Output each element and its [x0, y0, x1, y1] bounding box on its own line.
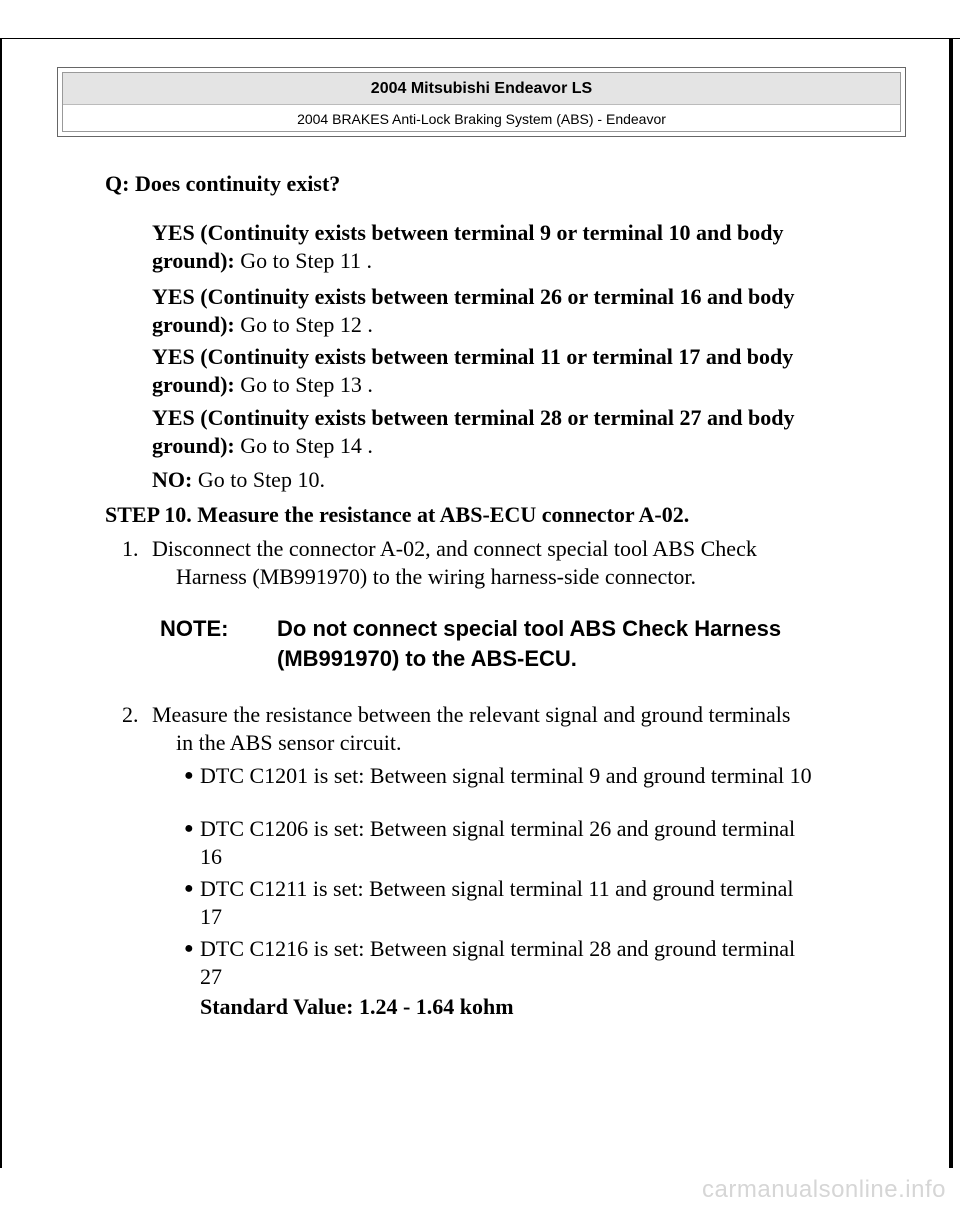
bullet-icon: ● [184, 820, 194, 837]
page-border-top [0, 38, 960, 39]
step-2-number: 2. [122, 702, 139, 727]
dtc-item-1-line1: DTC C1201 is set: Between signal terminal 9 and ground terminal 10 [200, 763, 812, 788]
no-answer-label: NO: [152, 467, 193, 492]
answer-2-line2 [152, 311, 373, 339]
answer-3-condition-line1: YES (Continuity exists between terminal 11 or terminal 17 and body [152, 344, 794, 369]
question-text: Q: Does continuity exist? [105, 171, 341, 196]
answer-2-condition-line2: ground): [152, 312, 235, 337]
answer-1-action: Go to Step 11 . [234, 248, 373, 273]
standard-value: Standard Value: 1.24 - 1.64 kohm [200, 994, 514, 1019]
answer-3-condition-line2: ground): [152, 372, 235, 397]
bullet-icon: ● [184, 880, 194, 897]
answer-2-action: Go to Step 12 . [234, 312, 373, 337]
dtc-item-4-line2: 27 [200, 964, 222, 989]
document-header [57, 67, 906, 137]
page-border-right [949, 38, 953, 1168]
dtc-item-3-line2: 17 [200, 904, 222, 929]
answer-1-condition-line2: ground): [152, 248, 235, 273]
header-title: 2004 Mitsubishi Endeavor LS [63, 73, 900, 105]
answer-4-action: Go to Step 14 . [234, 433, 373, 458]
answer-2-condition-line1: YES (Continuity exists between terminal 26 or terminal 16 and body [152, 284, 795, 309]
dtc-item-3-line1: DTC C1211 is set: Between signal terminal 11 and ground terminal [200, 876, 794, 901]
note-line2: (MB991970) to the ABS-ECU. [277, 646, 577, 671]
answer-3-line2 [152, 371, 373, 399]
watermark-bar [0, 1168, 960, 1205]
step-1-line2: Harness (MB991970) to the wiring harness-side connector. [176, 564, 696, 589]
note-line1: Do not connect special tool ABS Check Harness [277, 616, 782, 641]
answer-4-condition-line1: YES (Continuity exists between terminal 28 or terminal 27 and body [152, 405, 795, 430]
step-1-line1: Disconnect the connector A-02, and connect special tool ABS Check [152, 536, 757, 561]
dtc-item-2-line1: DTC C1206 is set: Between signal terminal 26 and ground terminal [200, 816, 796, 841]
dtc-item-4-line1: DTC C1216 is set: Between signal terminal 28 and ground terminal [200, 936, 796, 961]
answer-1-line2 [152, 247, 372, 275]
bullet-icon: ● [184, 767, 194, 784]
no-answer-action: Go to Step 10. [192, 467, 325, 492]
step-1-number: 1. [122, 536, 139, 561]
answer-4-condition-line2: ground): [152, 433, 235, 458]
note-text [277, 614, 897, 674]
step-2-line1: Measure the resistance between the relevant signal and ground terminals [152, 702, 791, 727]
answer-4-line2 [152, 432, 373, 460]
no-answer [152, 466, 325, 494]
document-header-inner [62, 72, 901, 132]
note-label: NOTE: [160, 616, 229, 641]
step-2-line2: in the ABS sensor circuit. [176, 730, 402, 755]
answer-3-action: Go to Step 13 . [234, 372, 373, 397]
bullet-icon: ● [184, 940, 194, 957]
page-border-left [0, 38, 2, 1168]
watermark-text: carmanualsonline.info [702, 1176, 946, 1203]
step-title: STEP 10. Measure the resistance at ABS-ECU connector A-02. [105, 502, 690, 527]
header-subtitle: 2004 BRAKES Anti-Lock Braking System (ABS) - Endeavor [297, 111, 666, 127]
dtc-item-2-line2: 16 [200, 844, 222, 869]
answer-1-condition-line1: YES (Continuity exists between terminal 9 or terminal 10 and body [152, 220, 784, 245]
